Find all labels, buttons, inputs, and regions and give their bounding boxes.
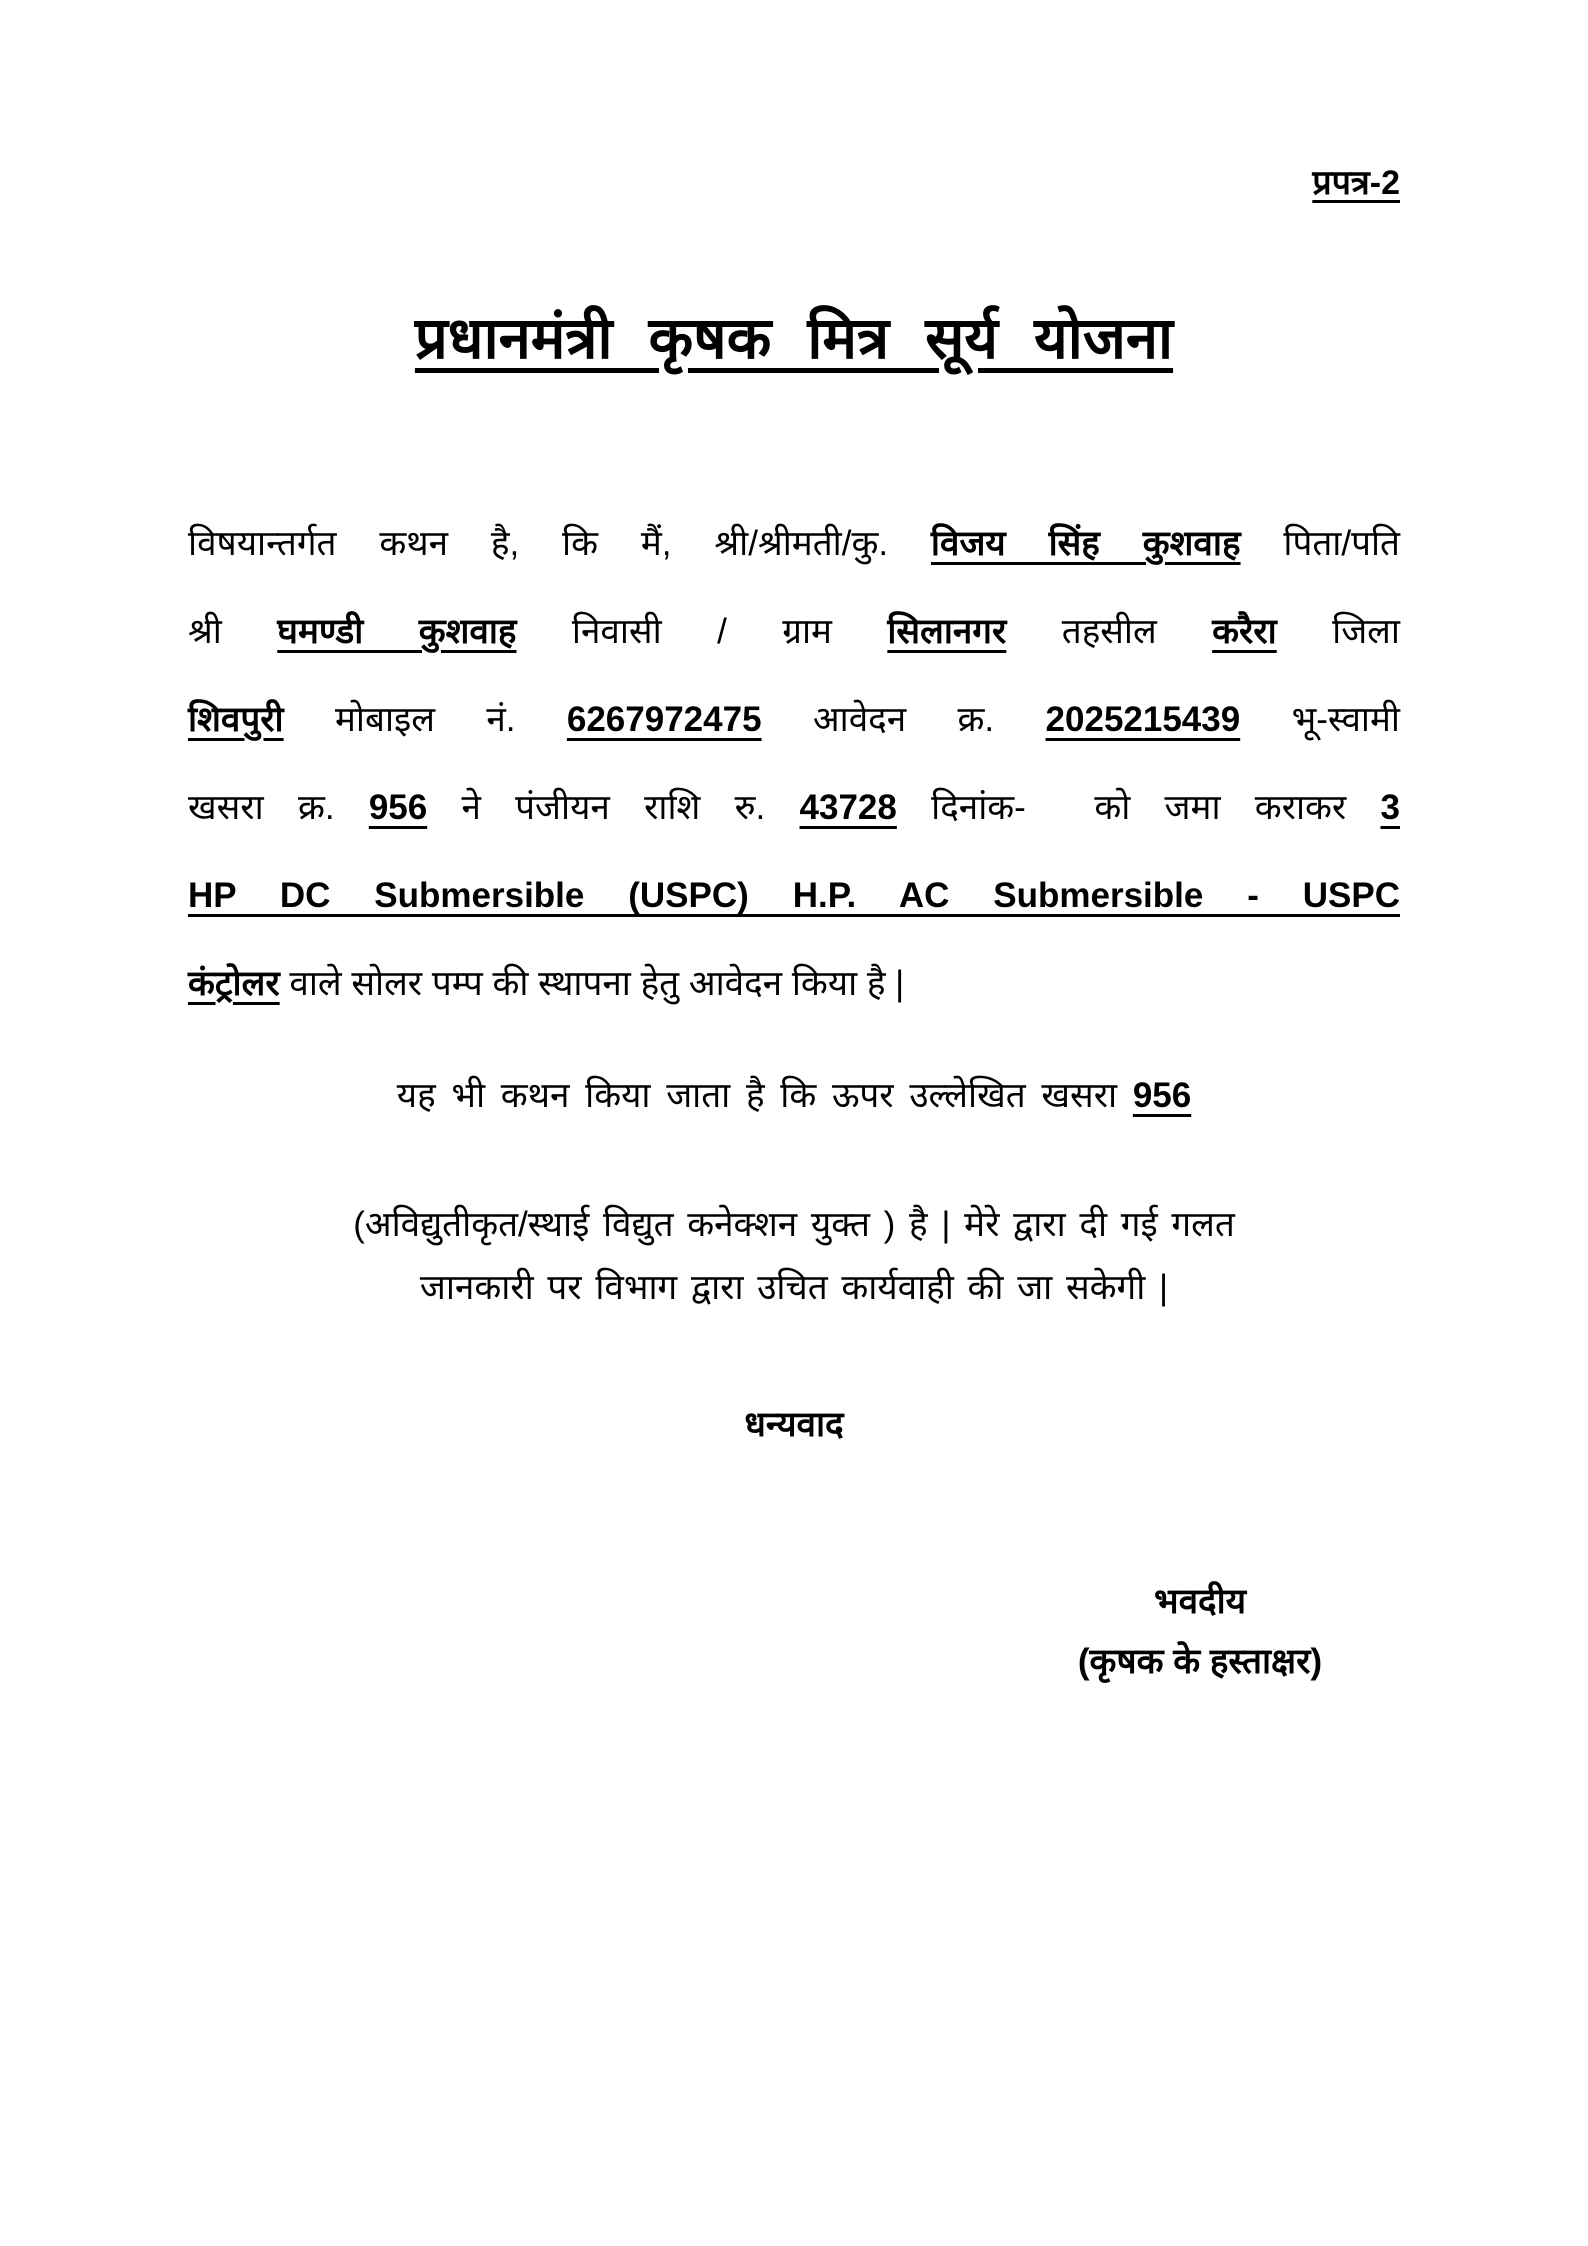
village-name: सिलानगर [887, 612, 1007, 651]
registration-amount: 43728 [799, 788, 897, 827]
statement-prefix: विषयान्तर्गत कथन है, कि मैं, श्री/श्रीमती/कु. [188, 524, 931, 563]
form-number: प्रपत्र-2 [1312, 164, 1400, 202]
closing-text: भवदीय [1153, 1582, 1246, 1621]
registration-amount-label: ने पंजीयन राशि रु. [427, 788, 800, 827]
application-number: 2025215439 [1045, 700, 1241, 739]
land-owner-label: भू-स्वामी [1240, 700, 1400, 739]
mobile-number: 6267972475 [566, 700, 762, 739]
resident-village-label: निवासी / ग्राम [516, 612, 888, 651]
declaration-paragraph [188, 1193, 1400, 1319]
declaration-line-1: (अविद्युतीकृत/स्थाई विद्युत कनेक्शन युक्त ) है | मेरे द्वारा दी गई गलत [353, 1205, 1235, 1244]
statement-line-6 [188, 940, 1400, 1028]
statement-line-2 [188, 588, 1400, 676]
tehsil-name: करैरा [1212, 612, 1277, 651]
statement-line-4 [188, 764, 1400, 852]
application-number-label: आवेदन क्र. [761, 700, 1046, 739]
khasra-statement-text: यह भी कथन किया जाता है कि ऊपर उल्लेखित खसरा [396, 1076, 1133, 1115]
application-statement-suffix: वाले सोलर पम्प की स्थापना हेतु आवेदन किया है | [279, 964, 905, 1003]
signature-label: (कृषक के हस्ताक्षर) [1077, 1642, 1323, 1681]
declaration-line-2: जानकारी पर विभाग द्वारा उचित कार्यवाही की जा सकेगी | [419, 1268, 1169, 1307]
tehsil-label: तहसील [1006, 612, 1213, 651]
controller-label: कंट्रोलर [188, 964, 280, 1003]
document-title: प्रधानमंत्री कृषक मित्र सूर्य योजना [414, 306, 1174, 371]
khasra-number: 956 [368, 788, 428, 827]
district-name: शिवपुरी [188, 700, 284, 739]
signature-block [1000, 1572, 1400, 1692]
mobile-label: मोबाइल नं. [283, 700, 567, 739]
thanks-text: धन्यवाद [744, 1405, 844, 1444]
khasra-statement [188, 1052, 1400, 1140]
statement-line-5 [188, 852, 1400, 940]
district-label: जिला [1276, 612, 1400, 651]
relation-label: पिता/पति [1240, 524, 1400, 563]
father-name: घमण्डी कुशवाह [277, 612, 517, 651]
khasra-number-repeat: 956 [1132, 1076, 1192, 1115]
date-deposit-label: दिनांक- को जमा कराकर [896, 788, 1381, 827]
honorific: श्री [188, 612, 278, 651]
applicant-name: विजय सिंह कुशवाह [930, 524, 1241, 563]
document-title-row [0, 296, 1588, 375]
khasra-label: खसरा क्र. [188, 788, 369, 827]
pump-spec: HP DC Submersible (USPC) H.P. AC Submersible - USPC [188, 876, 1400, 915]
statement-line-3 [188, 676, 1400, 764]
statement-line-1 [188, 500, 1400, 588]
statement-paragraph [188, 500, 1400, 1028]
pump-capacity-hp: 3 [1380, 788, 1400, 827]
